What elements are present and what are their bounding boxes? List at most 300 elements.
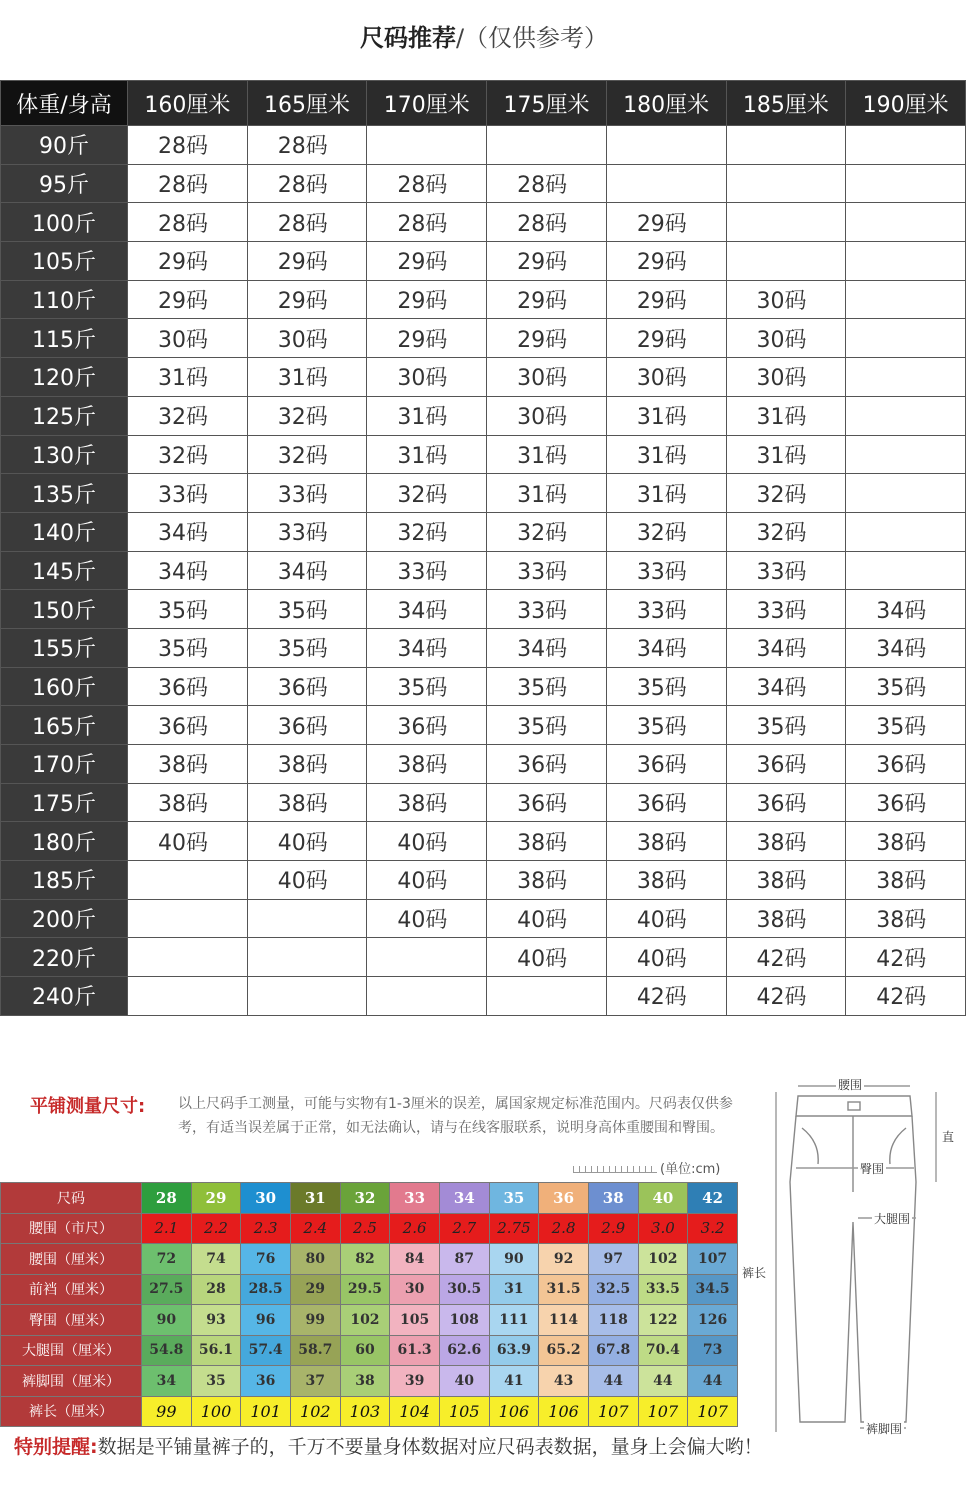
measure-cell: 105 bbox=[439, 1396, 489, 1427]
measure-row bbox=[1, 1244, 738, 1275]
measure-cell: 31 bbox=[489, 1274, 539, 1305]
weight-label: 90斤 bbox=[1, 126, 128, 165]
size-recommend-table bbox=[0, 80, 966, 1016]
size-cell: 35码 bbox=[367, 667, 487, 706]
table-row bbox=[1, 977, 966, 1016]
size-cell bbox=[487, 977, 607, 1016]
height-header-5: 185厘米 bbox=[726, 81, 846, 126]
size-cell: 38码 bbox=[846, 899, 966, 938]
size-cell: 29码 bbox=[367, 280, 487, 319]
measure-cell: 43 bbox=[539, 1366, 589, 1397]
size-cell: 32码 bbox=[128, 396, 248, 435]
size-cell: 32码 bbox=[726, 512, 846, 551]
size-cell bbox=[726, 203, 846, 242]
table-row bbox=[1, 164, 966, 203]
measure-cell: 111 bbox=[489, 1305, 539, 1336]
size-cell: 38码 bbox=[487, 861, 607, 900]
diagram-length-label: 裤长 bbox=[742, 1266, 767, 1280]
weight-label: 165斤 bbox=[1, 706, 128, 745]
size-cell: 34码 bbox=[846, 628, 966, 667]
size-cell: 35码 bbox=[128, 628, 248, 667]
size-cell: 30码 bbox=[247, 319, 367, 358]
size-cell: 40码 bbox=[367, 899, 487, 938]
size-cell: 38码 bbox=[726, 861, 846, 900]
size-cell: 31码 bbox=[247, 358, 367, 397]
measure-cell: 32.5 bbox=[588, 1274, 638, 1305]
size-cell: 31码 bbox=[367, 396, 487, 435]
table-row bbox=[1, 358, 966, 397]
size-cell: 32码 bbox=[247, 435, 367, 474]
measure-cell: 2.8 bbox=[539, 1213, 589, 1244]
size-cell: 40码 bbox=[487, 938, 607, 977]
measure-cell: 80 bbox=[290, 1244, 340, 1275]
size-cell bbox=[247, 938, 367, 977]
table-row bbox=[1, 280, 966, 319]
size-cell bbox=[367, 977, 487, 1016]
size-cell: 36码 bbox=[247, 667, 367, 706]
size-cell: 38码 bbox=[846, 861, 966, 900]
size-cell bbox=[726, 126, 846, 165]
measure-cell: 28 bbox=[142, 1183, 192, 1214]
size-cell: 29码 bbox=[487, 280, 607, 319]
size-cell: 33码 bbox=[606, 551, 726, 590]
size-cell bbox=[128, 938, 248, 977]
measure-row-label: 裤脚围（厘米） bbox=[1, 1366, 142, 1397]
size-cell bbox=[247, 899, 367, 938]
table-row bbox=[1, 706, 966, 745]
table-row bbox=[1, 435, 966, 474]
measure-cell: 27.5 bbox=[142, 1274, 192, 1305]
measure-cell: 2.7 bbox=[439, 1213, 489, 1244]
size-cell: 31码 bbox=[606, 435, 726, 474]
size-cell bbox=[846, 551, 966, 590]
size-cell bbox=[726, 242, 846, 281]
table-row bbox=[1, 745, 966, 784]
diagram-hip-label: 臀围 bbox=[860, 1162, 885, 1176]
diagram-rise-label: 直 bbox=[942, 1130, 955, 1144]
measure-cell: 2.1 bbox=[142, 1213, 192, 1244]
corner-cell: 体重/身高 bbox=[1, 81, 128, 126]
size-cell: 34码 bbox=[247, 551, 367, 590]
table-row bbox=[1, 203, 966, 242]
size-cell: 35码 bbox=[247, 590, 367, 629]
measure-cell: 2.75 bbox=[489, 1213, 539, 1244]
measure-cell: 102 bbox=[340, 1305, 390, 1336]
measure-cell: 42 bbox=[688, 1183, 738, 1214]
size-cell: 30码 bbox=[367, 358, 487, 397]
size-cell: 40码 bbox=[487, 899, 607, 938]
measure-cell: 63.9 bbox=[489, 1335, 539, 1366]
size-cell: 30码 bbox=[487, 396, 607, 435]
size-cell: 31码 bbox=[487, 474, 607, 513]
size-cell: 36码 bbox=[606, 745, 726, 784]
size-cell: 36码 bbox=[247, 706, 367, 745]
size-cell: 38码 bbox=[128, 745, 248, 784]
size-cell: 33码 bbox=[487, 590, 607, 629]
size-cell bbox=[487, 126, 607, 165]
size-cell: 34码 bbox=[128, 551, 248, 590]
size-cell: 31码 bbox=[726, 396, 846, 435]
measure-cell: 92 bbox=[539, 1244, 589, 1275]
weight-label: 155斤 bbox=[1, 628, 128, 667]
table-row bbox=[1, 861, 966, 900]
measure-row-label: 前裆（厘米） bbox=[1, 1274, 142, 1305]
size-cell: 29码 bbox=[247, 280, 367, 319]
size-cell bbox=[367, 938, 487, 977]
measure-row-label: 臀围（厘米） bbox=[1, 1305, 142, 1336]
size-cell: 31码 bbox=[606, 474, 726, 513]
measure-cell: 106 bbox=[489, 1396, 539, 1427]
size-cell: 38码 bbox=[367, 745, 487, 784]
title-sub: /（仅供参考） bbox=[455, 24, 609, 52]
measure-cell: 100 bbox=[191, 1396, 241, 1427]
measure-cell: 126 bbox=[688, 1305, 738, 1336]
size-cell: 28码 bbox=[367, 164, 487, 203]
size-cell: 40码 bbox=[367, 822, 487, 861]
size-cell: 34码 bbox=[367, 628, 487, 667]
measure-cell: 118 bbox=[588, 1305, 638, 1336]
size-cell bbox=[846, 242, 966, 281]
measure-cell: 29.5 bbox=[340, 1274, 390, 1305]
measure-cell: 70.4 bbox=[638, 1335, 688, 1366]
size-cell: 29码 bbox=[367, 242, 487, 281]
measure-cell: 30 bbox=[390, 1274, 440, 1305]
size-cell: 31码 bbox=[487, 435, 607, 474]
size-cell bbox=[846, 512, 966, 551]
measure-cell: 2.9 bbox=[588, 1213, 638, 1244]
size-cell: 35码 bbox=[247, 628, 367, 667]
weight-label: 170斤 bbox=[1, 745, 128, 784]
size-cell: 42码 bbox=[726, 938, 846, 977]
size-cell: 31码 bbox=[606, 396, 726, 435]
size-cell: 28码 bbox=[128, 203, 248, 242]
size-cell bbox=[846, 474, 966, 513]
size-cell: 34码 bbox=[128, 512, 248, 551]
size-cell: 40码 bbox=[606, 899, 726, 938]
measure-cell: 41 bbox=[489, 1366, 539, 1397]
size-cell: 38码 bbox=[606, 861, 726, 900]
size-cell: 40码 bbox=[247, 822, 367, 861]
size-cell: 29码 bbox=[606, 203, 726, 242]
size-cell: 35码 bbox=[846, 706, 966, 745]
size-cell: 29码 bbox=[128, 242, 248, 281]
measure-cell: 82 bbox=[340, 1244, 390, 1275]
table-row bbox=[1, 783, 966, 822]
size-cell: 35码 bbox=[726, 706, 846, 745]
measure-cell: 36 bbox=[539, 1183, 589, 1214]
size-cell: 31码 bbox=[128, 358, 248, 397]
size-cell: 28码 bbox=[487, 203, 607, 242]
weight-label: 130斤 bbox=[1, 435, 128, 474]
measure-cell: 107 bbox=[688, 1244, 738, 1275]
size-cell: 29码 bbox=[247, 242, 367, 281]
measure-row bbox=[1, 1305, 738, 1336]
measure-cell: 36 bbox=[241, 1366, 291, 1397]
measure-cell: 29 bbox=[191, 1183, 241, 1214]
size-cell bbox=[846, 319, 966, 358]
measure-cell: 33 bbox=[390, 1183, 440, 1214]
measure-cell: 54.8 bbox=[142, 1335, 192, 1366]
diagram-hem-label: 裤脚围 bbox=[866, 1422, 903, 1436]
measure-cell: 28 bbox=[191, 1274, 241, 1305]
measure-cell: 93 bbox=[191, 1305, 241, 1336]
measure-cell: 76 bbox=[241, 1244, 291, 1275]
table-row bbox=[1, 899, 966, 938]
size-cell: 28码 bbox=[367, 203, 487, 242]
weight-label: 95斤 bbox=[1, 164, 128, 203]
size-cell: 30码 bbox=[726, 280, 846, 319]
measure-row bbox=[1, 1366, 738, 1397]
size-cell: 30码 bbox=[606, 358, 726, 397]
size-cell: 35码 bbox=[606, 667, 726, 706]
measure-cell: 122 bbox=[638, 1305, 688, 1336]
measure-cell: 2.3 bbox=[241, 1213, 291, 1244]
measure-cell: 3.0 bbox=[638, 1213, 688, 1244]
size-cell: 38码 bbox=[247, 783, 367, 822]
size-cell: 33码 bbox=[606, 590, 726, 629]
weight-label: 100斤 bbox=[1, 203, 128, 242]
size-cell: 38码 bbox=[247, 745, 367, 784]
measure-cell: 2.2 bbox=[191, 1213, 241, 1244]
size-cell: 40码 bbox=[606, 938, 726, 977]
measure-cell: 34 bbox=[142, 1366, 192, 1397]
size-cell: 38码 bbox=[487, 822, 607, 861]
size-cell: 40码 bbox=[128, 822, 248, 861]
measure-cell: 97 bbox=[588, 1244, 638, 1275]
size-cell bbox=[128, 861, 248, 900]
size-cell: 32码 bbox=[367, 474, 487, 513]
diagram-thigh-label: 大腿围 bbox=[874, 1212, 911, 1226]
size-cell bbox=[846, 164, 966, 203]
table-row bbox=[1, 628, 966, 667]
size-cell: 30码 bbox=[726, 358, 846, 397]
diagram-waist-label: 腰围 bbox=[838, 1078, 863, 1092]
measure-cell: 84 bbox=[390, 1244, 440, 1275]
size-cell bbox=[846, 203, 966, 242]
size-cell: 42码 bbox=[606, 977, 726, 1016]
measure-cell: 108 bbox=[439, 1305, 489, 1336]
weight-label: 145斤 bbox=[1, 551, 128, 590]
size-cell: 38码 bbox=[726, 899, 846, 938]
size-cell bbox=[846, 126, 966, 165]
measure-cell: 104 bbox=[390, 1396, 440, 1427]
measure-cell: 2.5 bbox=[340, 1213, 390, 1244]
weight-label: 140斤 bbox=[1, 512, 128, 551]
measure-cell: 107 bbox=[588, 1396, 638, 1427]
size-cell: 34码 bbox=[726, 667, 846, 706]
measure-cell: 2.6 bbox=[390, 1213, 440, 1244]
measure-cell: 32 bbox=[340, 1183, 390, 1214]
measure-cell: 29 bbox=[290, 1274, 340, 1305]
size-cell: 32码 bbox=[367, 512, 487, 551]
measure-cell: 56.1 bbox=[191, 1335, 241, 1366]
size-cell: 35码 bbox=[487, 706, 607, 745]
table-row bbox=[1, 590, 966, 629]
measure-cell: 62.6 bbox=[439, 1335, 489, 1366]
size-cell bbox=[128, 977, 248, 1016]
measure-cell: 34 bbox=[439, 1183, 489, 1214]
measure-cell: 58.7 bbox=[290, 1335, 340, 1366]
size-cell: 29码 bbox=[606, 280, 726, 319]
measure-cell: 72 bbox=[142, 1244, 192, 1275]
size-cell: 42码 bbox=[846, 938, 966, 977]
size-cell: 35码 bbox=[487, 667, 607, 706]
pants-diagram bbox=[740, 1072, 968, 1452]
size-cell: 36码 bbox=[606, 783, 726, 822]
measure-cell: 61.3 bbox=[390, 1335, 440, 1366]
weight-label: 200斤 bbox=[1, 899, 128, 938]
table-body bbox=[1, 126, 966, 1016]
size-cell: 28码 bbox=[487, 164, 607, 203]
size-cell: 29码 bbox=[606, 242, 726, 281]
size-cell bbox=[128, 899, 248, 938]
size-cell: 29码 bbox=[487, 242, 607, 281]
measure-row-label: 腰围（厘米） bbox=[1, 1244, 142, 1275]
size-cell: 36码 bbox=[487, 745, 607, 784]
weight-label: 180斤 bbox=[1, 822, 128, 861]
measure-cell: 34.5 bbox=[688, 1274, 738, 1305]
measure-cell: 2.4 bbox=[290, 1213, 340, 1244]
size-cell: 29码 bbox=[128, 280, 248, 319]
size-cell bbox=[726, 164, 846, 203]
size-cell: 33码 bbox=[247, 474, 367, 513]
measure-row bbox=[1, 1335, 738, 1366]
height-header-6: 190厘米 bbox=[846, 81, 966, 126]
height-header-0: 160厘米 bbox=[128, 81, 248, 126]
size-cell: 33码 bbox=[247, 512, 367, 551]
page-title bbox=[0, 18, 968, 53]
size-cell: 36码 bbox=[726, 745, 846, 784]
weight-label: 185斤 bbox=[1, 861, 128, 900]
size-cell bbox=[606, 164, 726, 203]
size-cell: 30码 bbox=[128, 319, 248, 358]
size-cell: 36码 bbox=[367, 706, 487, 745]
measure-cell: 3.2 bbox=[688, 1213, 738, 1244]
table-row bbox=[1, 551, 966, 590]
size-cell: 28码 bbox=[128, 164, 248, 203]
measure-cell: 28.5 bbox=[241, 1274, 291, 1305]
table-row bbox=[1, 474, 966, 513]
size-cell: 29码 bbox=[367, 319, 487, 358]
size-cell: 32码 bbox=[606, 512, 726, 551]
weight-label: 115斤 bbox=[1, 319, 128, 358]
measure-cell: 102 bbox=[290, 1396, 340, 1427]
measure-cell: 107 bbox=[688, 1396, 738, 1427]
size-cell: 34码 bbox=[367, 590, 487, 629]
measure-cell: 40 bbox=[638, 1183, 688, 1214]
size-cell: 38码 bbox=[128, 783, 248, 822]
table-row bbox=[1, 512, 966, 551]
size-cell: 36码 bbox=[846, 783, 966, 822]
measure-cell: 101 bbox=[241, 1396, 291, 1427]
measure-row bbox=[1, 1396, 738, 1427]
weight-label: 150斤 bbox=[1, 590, 128, 629]
weight-label: 110斤 bbox=[1, 280, 128, 319]
size-cell: 33码 bbox=[128, 474, 248, 513]
size-cell: 32码 bbox=[247, 396, 367, 435]
size-cell: 36码 bbox=[128, 667, 248, 706]
measure-cell: 87 bbox=[439, 1244, 489, 1275]
weight-label: 135斤 bbox=[1, 474, 128, 513]
size-cell: 28码 bbox=[128, 126, 248, 165]
measure-cell: 31.5 bbox=[539, 1274, 589, 1305]
measure-row-label: 腰围（市尺） bbox=[1, 1213, 142, 1244]
weight-label: 220斤 bbox=[1, 938, 128, 977]
size-cell: 29码 bbox=[487, 319, 607, 358]
size-cell: 28码 bbox=[247, 126, 367, 165]
size-cell: 36码 bbox=[487, 783, 607, 822]
size-cell: 40码 bbox=[247, 861, 367, 900]
size-cell: 30码 bbox=[726, 319, 846, 358]
measure-cell: 37 bbox=[290, 1366, 340, 1397]
unit-label: (单位:cm) bbox=[660, 1162, 721, 1177]
size-cell bbox=[846, 396, 966, 435]
size-cell: 33码 bbox=[726, 590, 846, 629]
measure-cell: 39 bbox=[390, 1366, 440, 1397]
size-cell bbox=[606, 126, 726, 165]
table-header-row bbox=[1, 81, 966, 126]
weight-label: 240斤 bbox=[1, 977, 128, 1016]
size-cell: 34码 bbox=[487, 628, 607, 667]
table-row bbox=[1, 126, 966, 165]
measure-title: 平铺测量尺寸: bbox=[30, 1096, 146, 1117]
size-cell: 36码 bbox=[846, 745, 966, 784]
measure-row-label: 裤长（厘米） bbox=[1, 1396, 142, 1427]
measure-cell: 30 bbox=[241, 1183, 291, 1214]
size-cell: 38码 bbox=[726, 822, 846, 861]
table-row bbox=[1, 319, 966, 358]
measure-cell: 67.8 bbox=[588, 1335, 638, 1366]
size-cell: 40码 bbox=[367, 861, 487, 900]
measure-note: 以上尺码手工测量，可能与实物有1-3厘米的误差，属国家规定标准范围内。尺码表仅供参考，有适当误差属于正常，如无法确认，请与在线客服联系，说明身高体重腰围和臀围。 bbox=[178, 1096, 733, 1136]
measure-cell: 103 bbox=[340, 1396, 390, 1427]
size-cell: 42码 bbox=[846, 977, 966, 1016]
size-cell: 30码 bbox=[487, 358, 607, 397]
measure-cell: 105 bbox=[390, 1305, 440, 1336]
reminder-text: 数据是平铺量裤子的，千万不要量身体数据对应尺码表数据，量身上会偏大哟！ bbox=[97, 1436, 763, 1458]
measure-cell: 38 bbox=[588, 1183, 638, 1214]
weight-label: 160斤 bbox=[1, 667, 128, 706]
table-row bbox=[1, 938, 966, 977]
size-cell: 28码 bbox=[247, 164, 367, 203]
title-main: 尺码推荐 bbox=[359, 24, 456, 52]
height-header-1: 165厘米 bbox=[247, 81, 367, 126]
reminder-label: 特别提醒: bbox=[14, 1436, 98, 1458]
measure-row-label: 尺码 bbox=[1, 1183, 142, 1214]
measure-cell: 30.5 bbox=[439, 1274, 489, 1305]
measure-cell: 90 bbox=[489, 1244, 539, 1275]
weight-label: 120斤 bbox=[1, 358, 128, 397]
measure-cell: 40 bbox=[439, 1366, 489, 1397]
measure-cell: 35 bbox=[489, 1183, 539, 1214]
size-cell: 35码 bbox=[606, 706, 726, 745]
size-cell: 29码 bbox=[606, 319, 726, 358]
height-header-2: 170厘米 bbox=[367, 81, 487, 126]
measure-cell: 99 bbox=[142, 1396, 192, 1427]
size-cell bbox=[846, 435, 966, 474]
measure-cell: 114 bbox=[539, 1305, 589, 1336]
measure-cell: 60 bbox=[340, 1335, 390, 1366]
size-cell: 36码 bbox=[726, 783, 846, 822]
measure-cell: 99 bbox=[290, 1305, 340, 1336]
size-cell: 32码 bbox=[487, 512, 607, 551]
size-cell: 42码 bbox=[726, 977, 846, 1016]
measure-cell: 65.2 bbox=[539, 1335, 589, 1366]
size-cell bbox=[846, 280, 966, 319]
size-cell bbox=[247, 977, 367, 1016]
height-header-4: 180厘米 bbox=[606, 81, 726, 126]
size-cell: 35码 bbox=[128, 590, 248, 629]
